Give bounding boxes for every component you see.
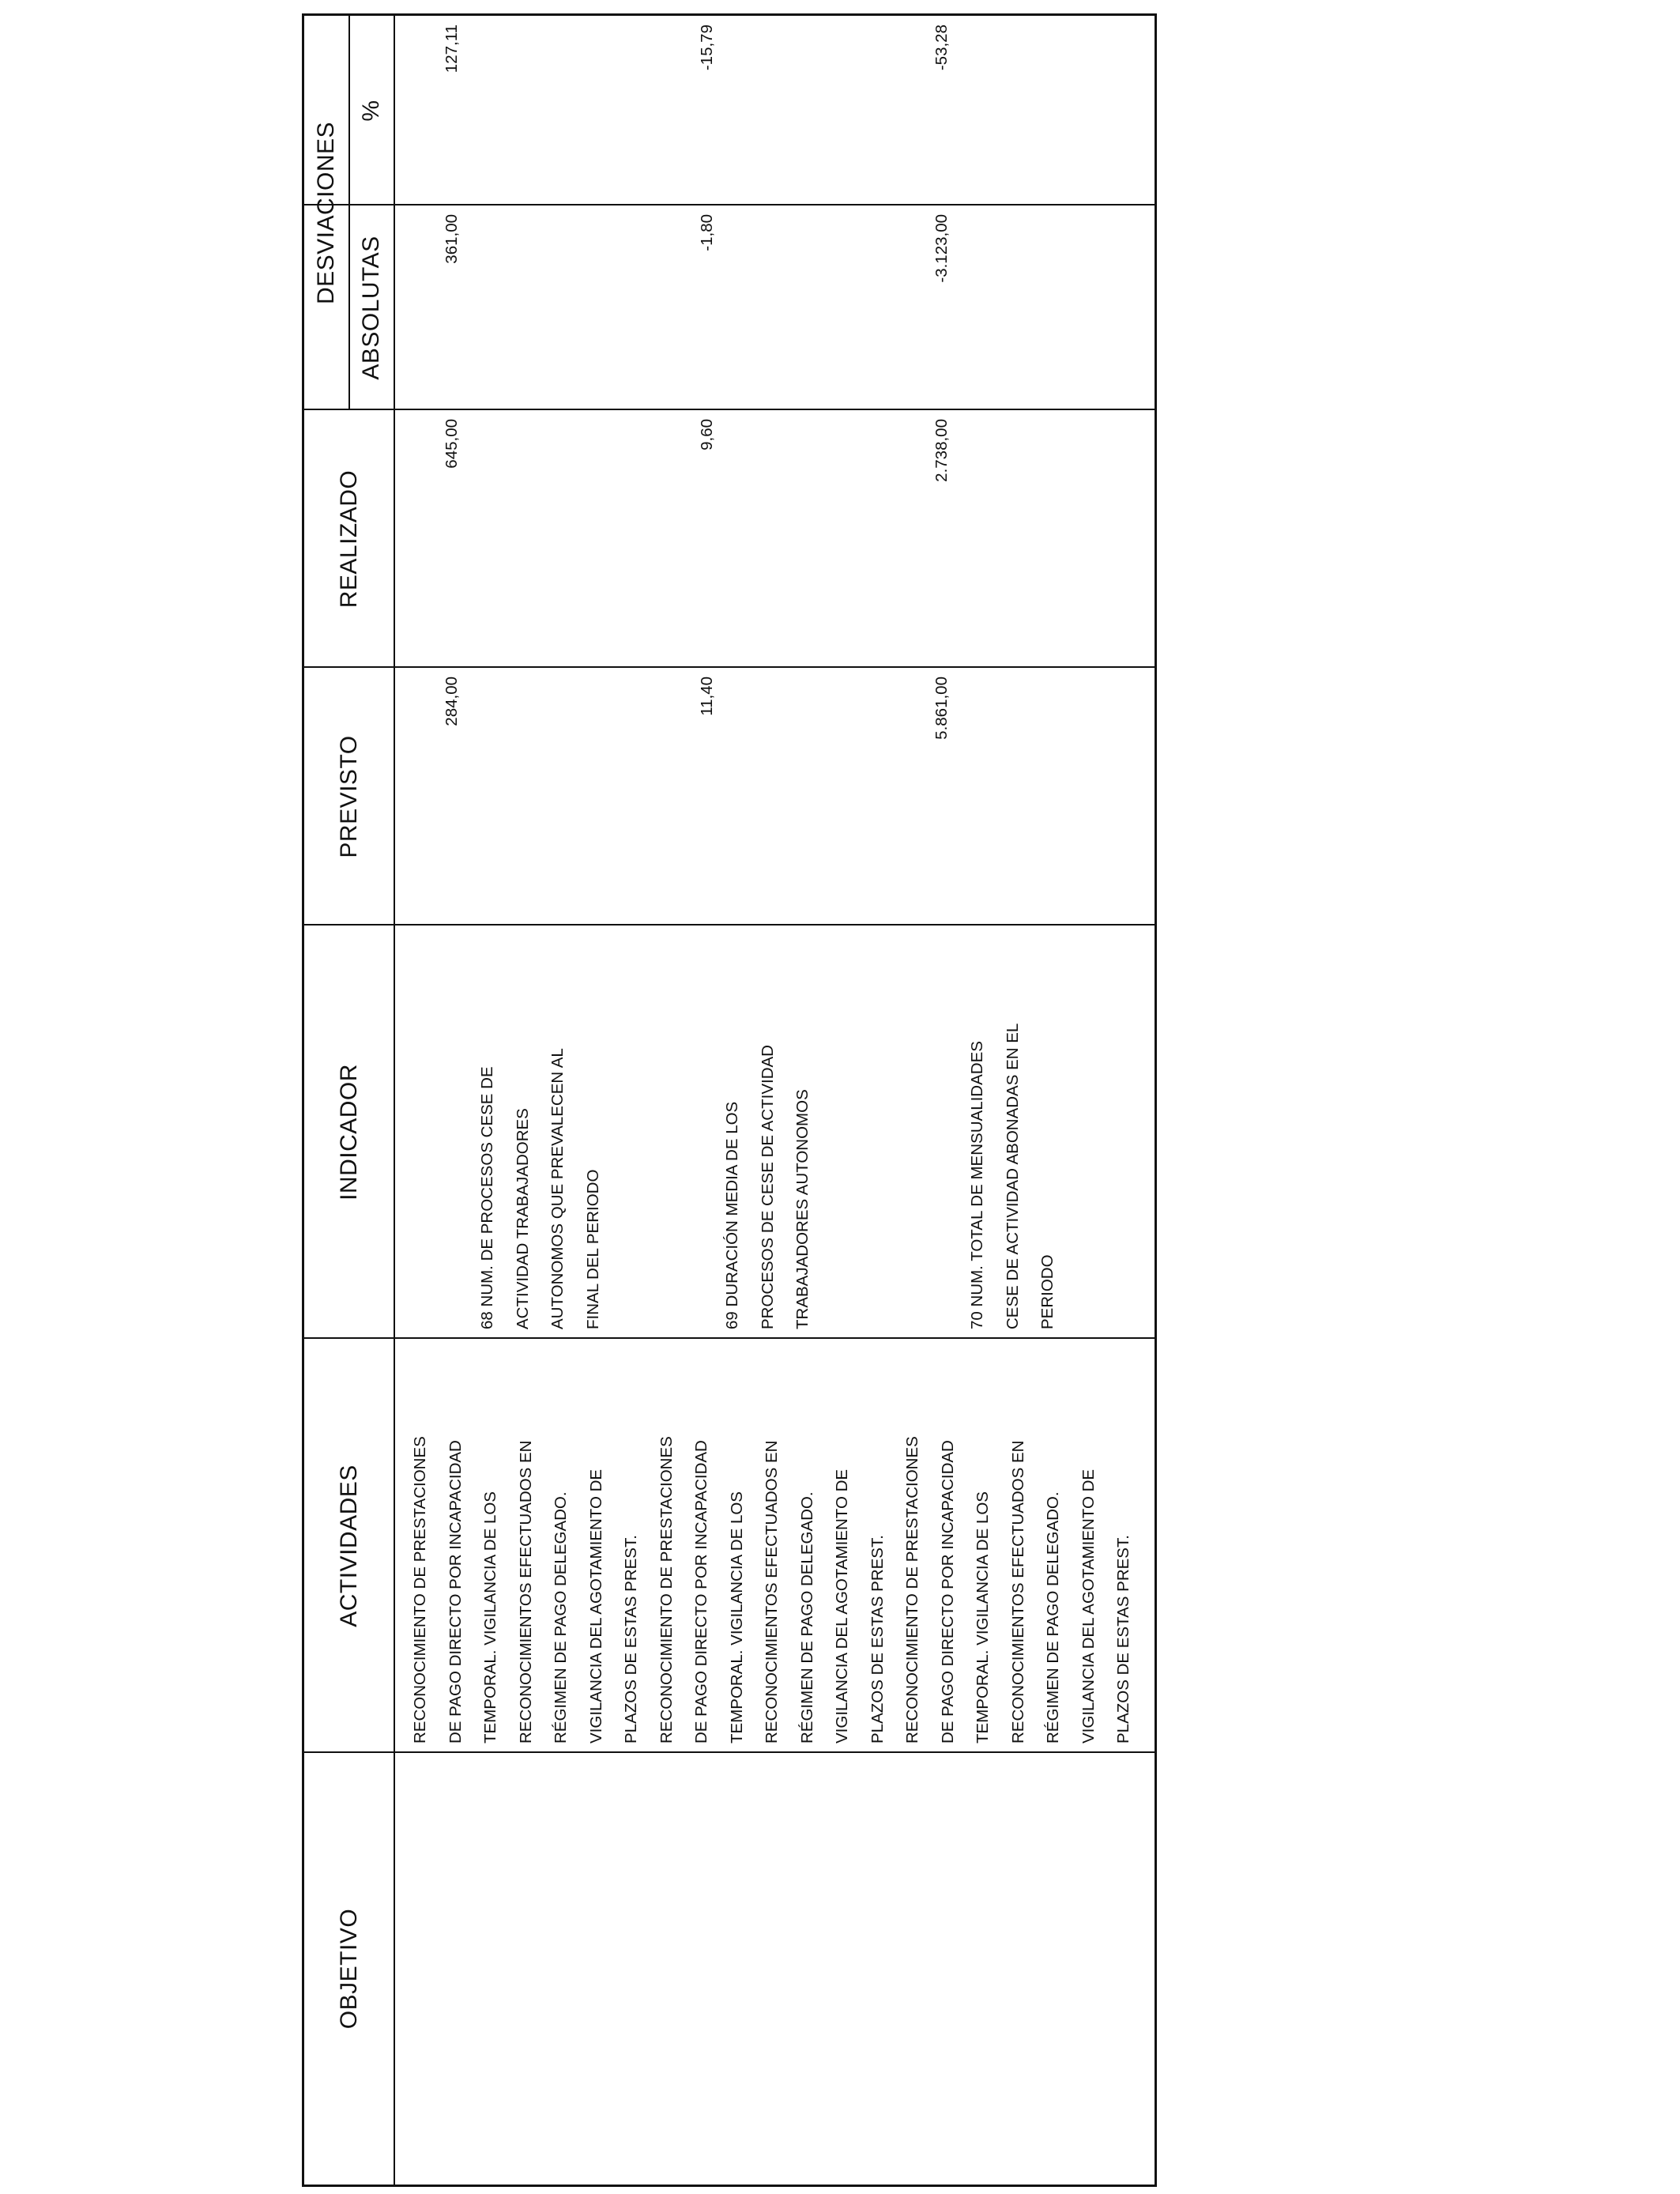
- header-absolutas: ABSOLUTAS: [357, 236, 384, 380]
- header-objetivo: OBJETIVO: [335, 1908, 362, 2030]
- indicador-row-68: 68 NUM. DE PROCESOS CESE DE ACTIVIDAD TRABAJADORES AUTONOMOS QUE PREVALECEN AL FINAL DEL PERIODO: [478, 1048, 602, 1329]
- header-indicador: INDICADOR: [335, 1064, 362, 1201]
- realizado-row-70: 2.738,00: [932, 419, 951, 482]
- realizado-row-69: 9,60: [698, 419, 716, 450]
- header-desviaciones: DESVIACIONES: [313, 121, 339, 305]
- realizado-row-68: 645,00: [443, 419, 461, 469]
- header-bottom-rule: [394, 16, 395, 2185]
- header-realizado: REALIZADO: [335, 469, 362, 609]
- absolutas-row-69: -1,80: [698, 214, 716, 251]
- col-divider-actividades: [304, 1337, 1155, 1339]
- actividades-cell: RECONOCIMIENTO DE PRESTACIONES DE PAGO DIRECTO POR INCAPACIDAD TEMPORAL. VIGILANCIA DE LOS RECONOCIMIENTOS EFECTUADOS EN RÉGIMEN DE PAGO DELEGADO. VIGILANCIA DEL AGOTAMIENTO DE PLAZOS DE ESTAS PREST. RECONOCIMIENTO DE PRESTACIONES DE PAGO DIRECTO POR INCAPACIDAD TEMPORAL. VIGILANCIA DE LOS RECONOCIMIENTOS EFECTUADOS EN RÉGIMEN DE PAGO DELEGADO. VIGILANCIA DEL AGOTAMIENTO DE PLAZOS DE ESTAS PREST. RECONOCIMIENTO DE PRESTACIONES DE PAGO DIRECTO POR INCAPACIDAD TEMPORAL. VIGILANCIA DE LOS RECONOCIMIENTOS EFECTUADOS EN RÉGIMEN DE PAGO DELEGADO. VIGILANCIA DEL AGOTAMIENTO DE PLAZOS DE ESTAS PREST.: [411, 1436, 1132, 1744]
- previsto-row-69: 11,40: [698, 677, 716, 716]
- porcentaje-row-70: -53,28: [932, 25, 951, 71]
- col-divider-realizado: [304, 409, 1155, 410]
- indicador-row-69: 69 DURACIÓN MEDIA DE LOS PROCESOS DE CESE DE ACTIVIDAD TRABAJADORES AUTONOMOS: [723, 1045, 812, 1329]
- porcentaje-row-69: -15,79: [698, 25, 716, 71]
- porcentaje-row-68: 127,11: [443, 25, 461, 74]
- indicator-table: [302, 13, 1157, 2187]
- header-previsto: PREVISTO: [335, 735, 362, 858]
- absolutas-row-68: 361,00: [443, 214, 461, 264]
- header-porcentaje: %: [357, 100, 384, 122]
- col-divider-previsto: [304, 666, 1155, 668]
- absolutas-row-70: -3.123,00: [932, 214, 951, 283]
- previsto-row-68: 284,00: [443, 677, 461, 726]
- col-divider-indicador: [304, 924, 1155, 925]
- indicador-row-70: 70 NUM. TOTAL DE MENSUALIDADES CESE DE ACTIVIDAD ABONADAS EN EL PERIODO: [968, 1023, 1057, 1329]
- col-divider-objetivo: [304, 1751, 1155, 1753]
- header-actividades: ACTIVIDADES: [335, 1465, 362, 1627]
- col-divider-desviaciones: [304, 204, 1155, 205]
- previsto-row-70: 5.861,00: [932, 677, 951, 740]
